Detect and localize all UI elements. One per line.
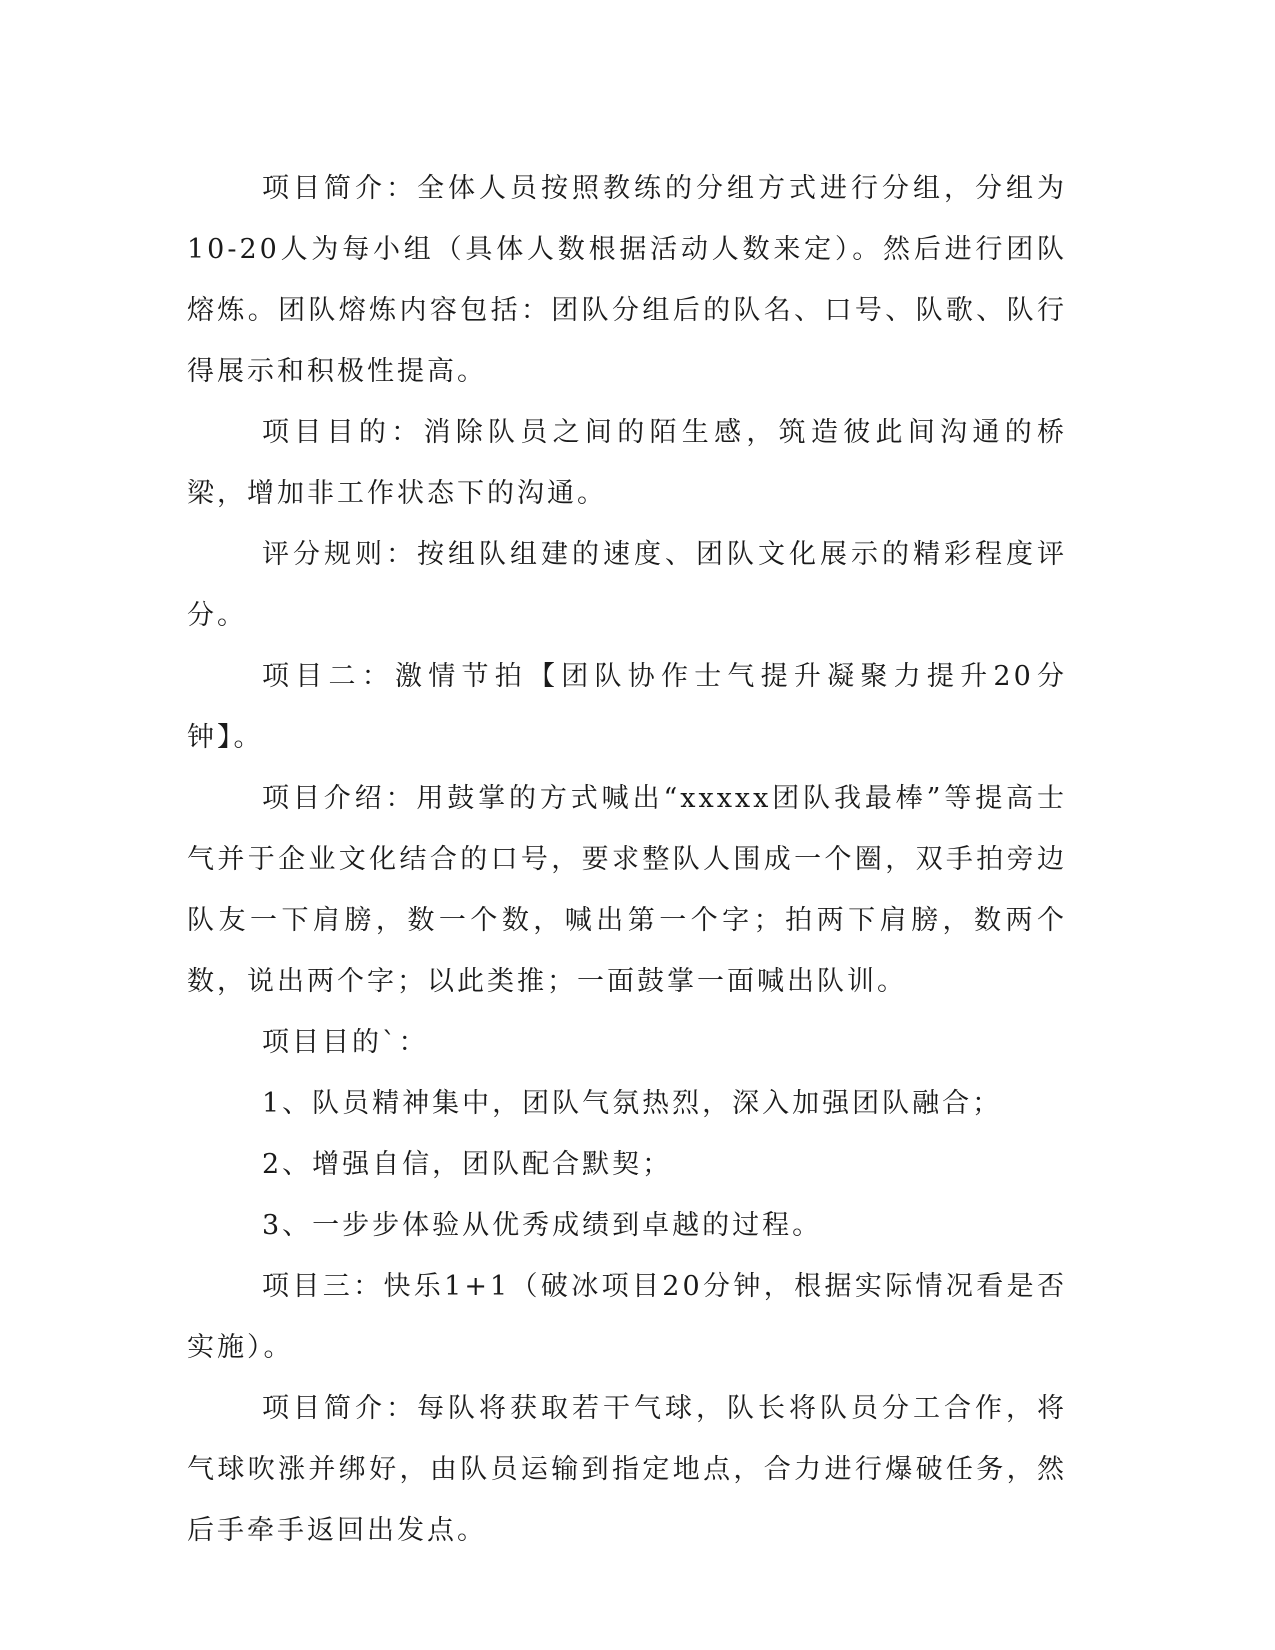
list-item-purpose-3: 3、一步步体验从优秀成绩到卓越的过程。 xyxy=(262,1210,823,1241)
paragraph-project-two-intro: 项目介绍：用鼓掌的方式喊出“xxxxx团队我最棒”等提高士气并于企业文化结合的口号，要求整队人围成一个圈，双手拍旁边队友一下肩膀，数一个数，喊出第一个字；拍两下肩膀，数两个数，说出两个字；以此类推；一面鼓掌一面喊出队训。 xyxy=(187,783,1067,997)
paragraph-scoring-rules: 评分规则：按组队组建的速度、团队文化展示的精彩程度评分。 xyxy=(187,539,1067,631)
list-item-purpose-2: 2、增强自信，团队配合默契； xyxy=(262,1149,673,1180)
document-body xyxy=(187,158,1067,1561)
paragraph-project-three-title: 项目三：快乐1+1（破冰项目20分钟，根据实际情况看是否实施）。 xyxy=(187,1271,1067,1363)
list-item-purpose-1: 1、队员精神集中，团队气氛热烈，深入加强团队融合； xyxy=(262,1088,1003,1119)
paragraph-project-three-intro: 项目简介：每队将获取若干气球，队长将队员分工合作，将气球吹涨并绑好，由队员运输到指定地点，合力进行爆破任务，然后手牵手返回出发点。 xyxy=(187,1393,1067,1546)
paragraph-intro: 项目简介：全体人员按照教练的分组方式进行分组，分组为10-20人为每小组（具体人数根据活动人数来定）。然后进行团队熔炼。团队熔炼内容包括：团队分组后的队名、口号、队歌、队行得展示和积极性提高。 xyxy=(187,173,1067,387)
paragraph-project-two-title: 项目二：激情节拍【团队协作士气提升凝聚力提升20分钟】。 xyxy=(187,661,1067,753)
paragraph-purpose: 项目目的：消除队员之间的陌生感，筑造彼此间沟通的桥梁，增加非工作状态下的沟通。 xyxy=(187,417,1067,509)
paragraph-project-two-purpose-heading: 项目目的`： xyxy=(262,1027,429,1058)
